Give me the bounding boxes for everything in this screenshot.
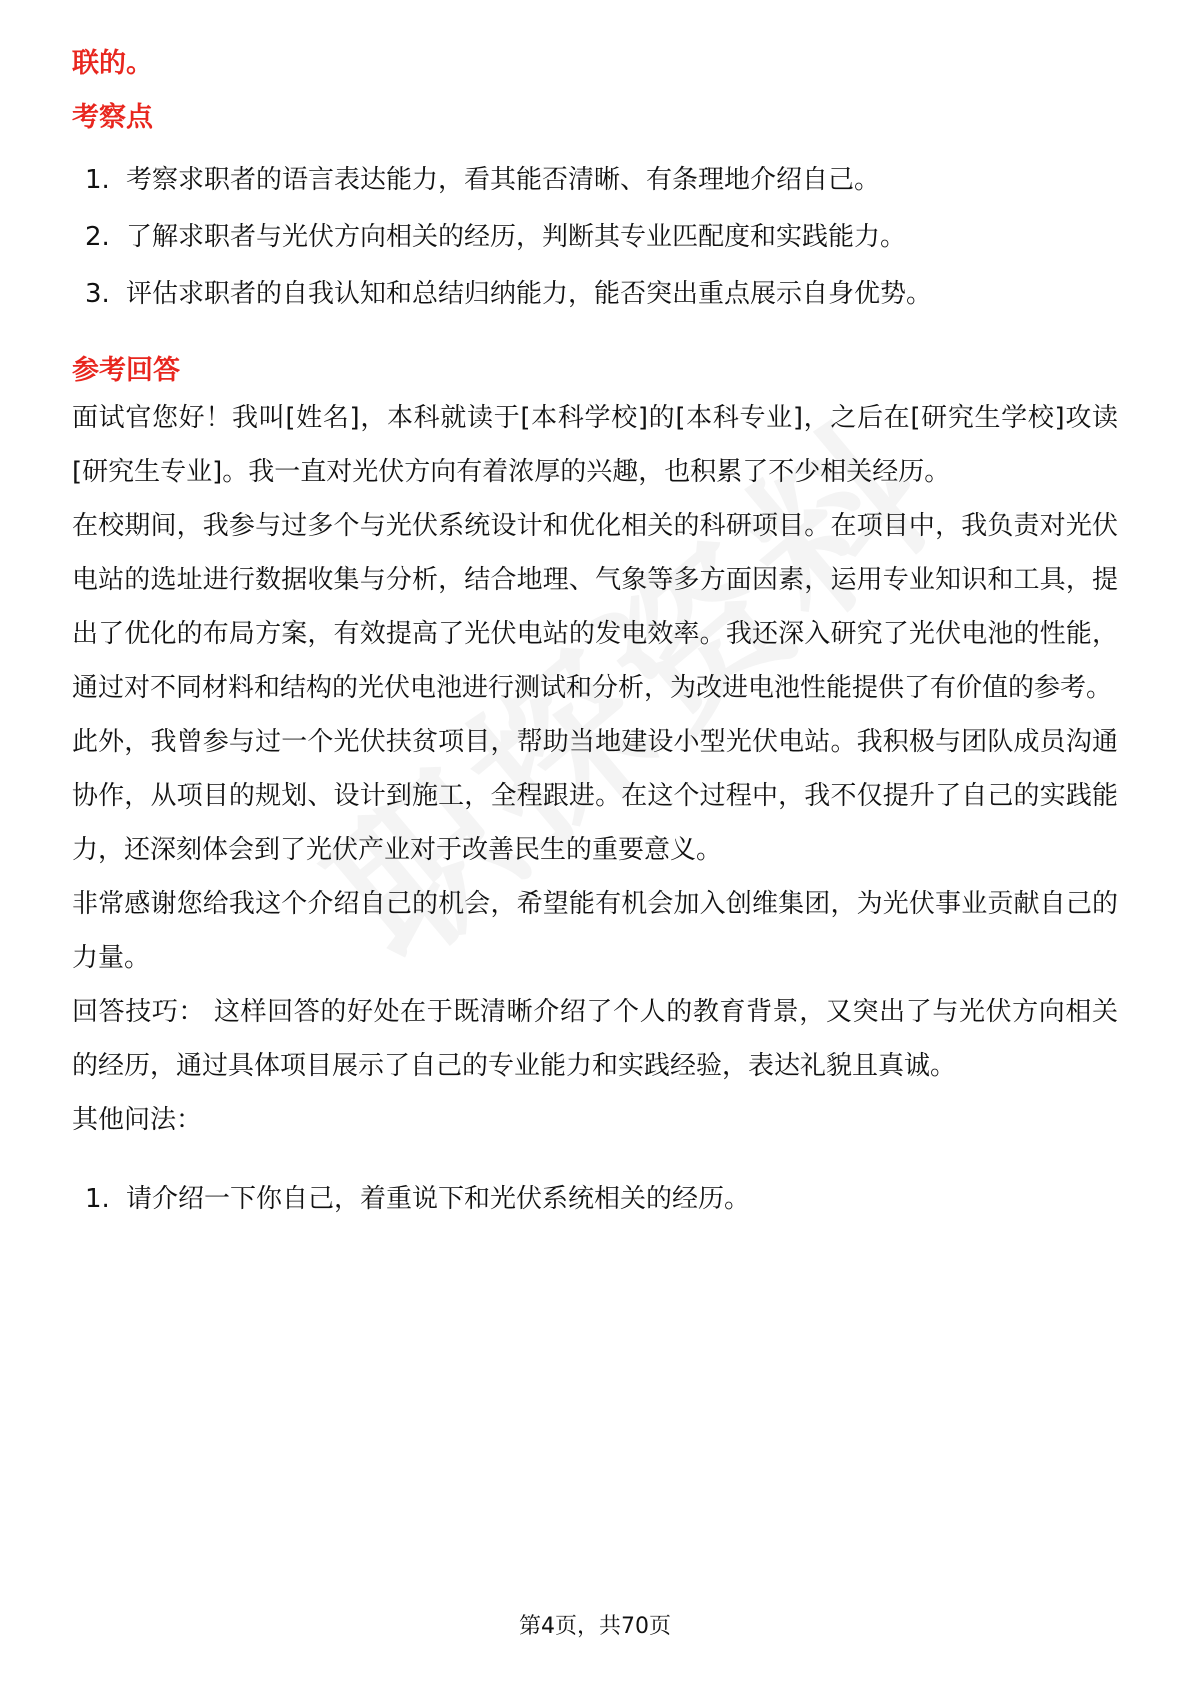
list-item xyxy=(72,274,1118,314)
page-footer: 第4页，共70页 xyxy=(519,1614,671,1639)
section-title-points: 考察点 xyxy=(72,102,153,133)
list-item-text: 评估求职者的自我认知和总结归纳能力，能否突出重点展示自身优势。 xyxy=(126,279,933,309)
list-item xyxy=(72,217,1118,257)
answer-paragraph: 此外，我曾参与过一个光伏扶贫项目，帮助当地建设小型光伏电站。我积极与团队成员沟通协作，从项目的规划、设计到施工，全程跟进。在这个过程中，我不仅提升了自己的实践能力，还深刻体会到了光伏产业对于改善民生的重要意义。 xyxy=(72,727,1118,865)
list-item-text: 考察求职者的语言表达能力，看其能否清晰、有条理地介绍自己。 xyxy=(126,165,881,195)
answer-tips: 回答技巧： 这样回答的好处在于既清晰介绍了个人的教育背景，又突出了与光伏方向相关的经历，通过具体项目展示了自己的专业能力和实践经验，表达礼貌且真诚。 xyxy=(72,997,1118,1081)
list-item-text: 请介绍一下你自己，着重说下和光伏系统相关的经历。 xyxy=(126,1184,751,1214)
list-number: 3. xyxy=(85,279,110,309)
list-number: 2. xyxy=(85,222,110,252)
page-content xyxy=(72,44,1118,1219)
list-item xyxy=(72,1179,1118,1219)
answer-paragraph: 在校期间，我参与过多个与光伏系统设计和优化相关的科研项目。在项目中，我负责对光伏电站的选址进行数据收集与分析，结合地理、气象等多方面因素，运用专业知识和工具，提出了优化的布局方案，有效提高了光伏电站的发电效率。我还深入研究了光伏电池的性能，通过对不同材料和结构的光伏电池进行测试和分析，为改进电池性能提供了有价值的参考。 xyxy=(72,511,1118,703)
other-questions-label: 其他问法： xyxy=(72,1105,203,1135)
list-item-text: 了解求职者与光伏方向相关的经历，判断其专业匹配度和实践能力。 xyxy=(126,222,907,252)
list-number: 1. xyxy=(85,165,110,195)
list-number: 1. xyxy=(85,1184,110,1214)
answer-paragraph: 面试官您好！我叫[姓名]，本科就读于[本科学校]的[本科专业]，之后在[研究生学校]攻读[研究生专业]。我一直对光伏方向有着浓厚的兴趣，也积累了不少相关经历。 xyxy=(72,403,1118,487)
points-list xyxy=(72,160,1118,314)
list-item xyxy=(72,160,1118,200)
section-title-answer: 参考回答 xyxy=(72,355,180,386)
answer-paragraph: 非常感谢您给我这个介绍自己的机会，希望能有机会加入创维集团，为光伏事业贡献自己的力量。 xyxy=(72,889,1118,973)
intro-tail: 联的。 xyxy=(72,48,153,79)
other-questions-list xyxy=(72,1179,1118,1219)
